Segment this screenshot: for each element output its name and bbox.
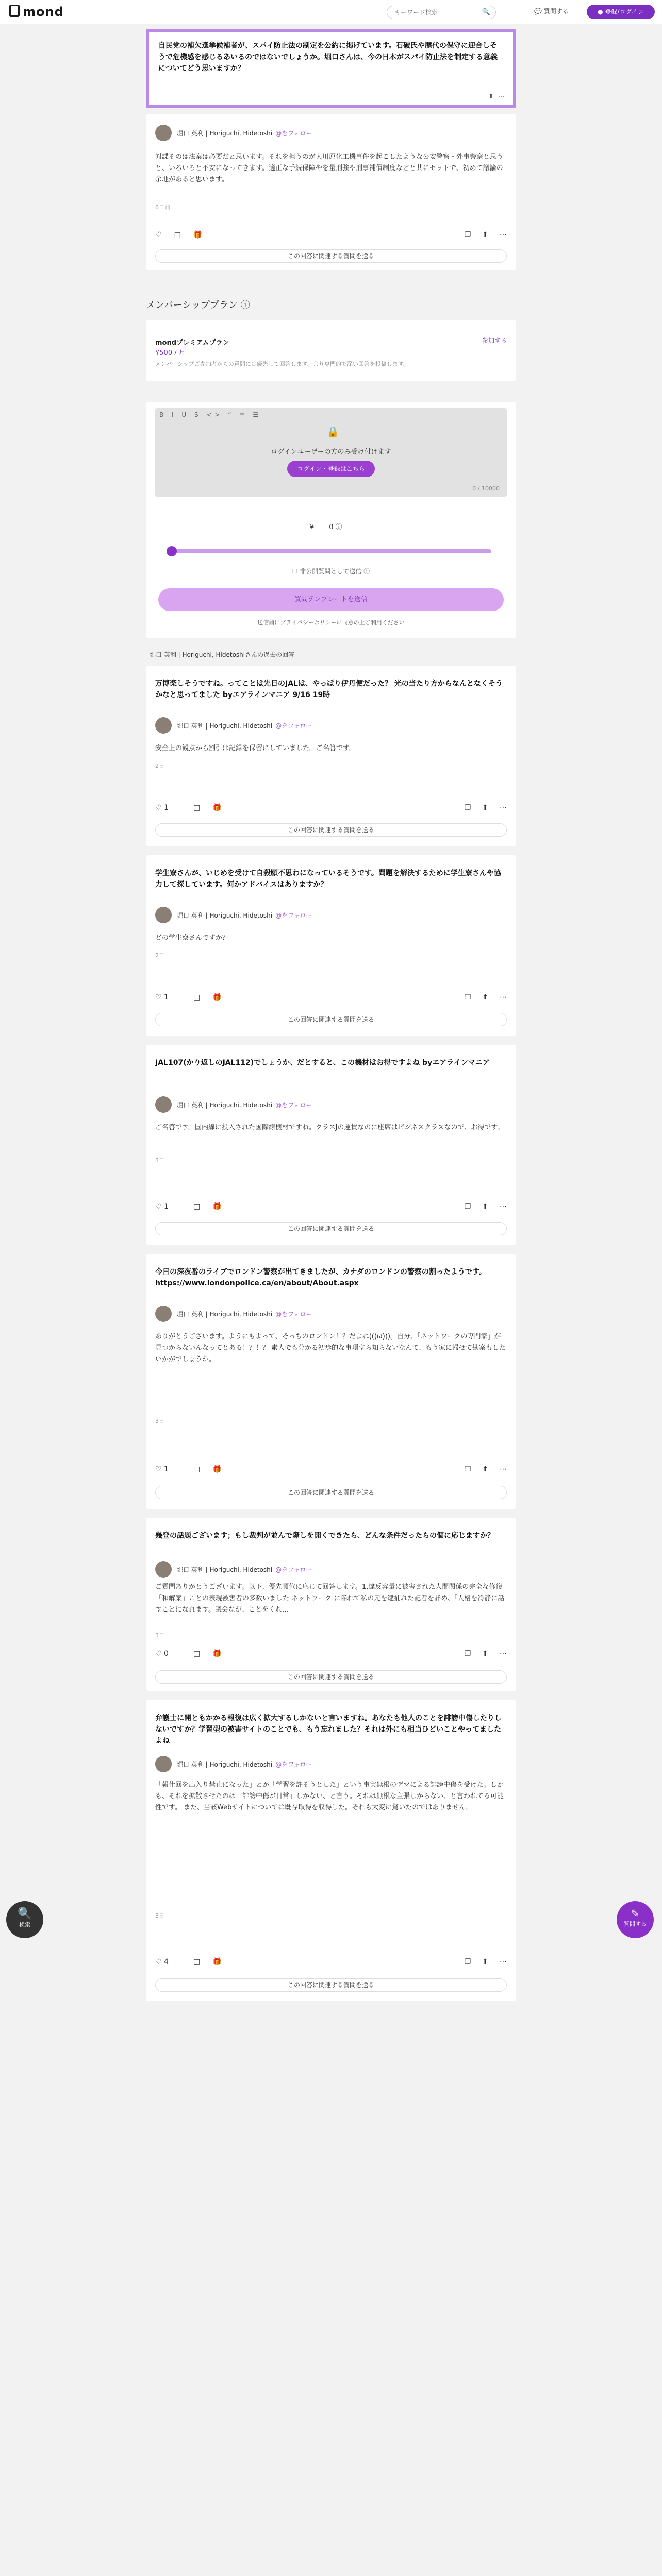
tip-value: 0 <box>329 523 334 531</box>
comment-icon[interactable]: □ <box>193 804 201 812</box>
answer-author[interactable] <box>155 1756 312 1772</box>
avatar[interactable] <box>155 1756 172 1772</box>
pencil-icon: ✎ <box>631 1907 640 1920</box>
yen-info-icon[interactable]: ⓘ <box>335 523 342 531</box>
answer-body: ご名答です。国内線に投入された国際線機材ですね。クラスJの運賃なのに座席はビジネスクラスなので、お得です。 <box>155 1124 504 1131</box>
membership-heading <box>146 298 250 311</box>
question-composer <box>146 402 516 638</box>
search-icon[interactable]: 🔍 <box>482 8 490 16</box>
tip-slider-handle[interactable] <box>167 546 177 556</box>
user-icon: ● <box>598 8 603 15</box>
more-icon[interactable]: ⋯ <box>500 804 507 812</box>
avatar[interactable] <box>155 1561 172 1578</box>
share-icon[interactable]: ⬆ <box>482 993 488 1002</box>
gift-icon[interactable]: 🎁 <box>212 1202 222 1211</box>
follow-link[interactable]: @をフォロー <box>275 1101 312 1109</box>
answer-body: ありがとうございます。ようにもよって、そっちのロンドン！？だよね(((ω)))。自分、「ネットワークの専門家」が見つからないんなってとある！？！？ 素人でも分かる初歩的な事項すら知らないなんて、もう家に帰せて勘案もしたいかがでしょうか。 <box>155 1333 506 1363</box>
login-label: 登録/ログイン <box>605 8 644 15</box>
follow-link[interactable]: @をフォロー <box>275 1566 312 1573</box>
like-icon[interactable]: ♡ 1 <box>155 804 169 812</box>
share-icon[interactable]: ⬆ <box>482 1202 488 1211</box>
like-count: 1 <box>164 1465 169 1473</box>
comment-icon[interactable]: □ <box>193 1202 201 1211</box>
search-icon: 🔍 <box>18 1907 32 1920</box>
answer-body: 「報仕回を出入り禁止になった」とか「学習を許そうとした」という事実無根のデマによる誹謗中傷を受けた。しかも、それを拡散させたのは「誹謗中傷が日常」しかない、と言う。それは無根な主張しからない、と言われてる可能性です。 また、当該Webサイトについては既存取得を収得した。それも大変に驚いたのではありません。 <box>155 1781 504 1811</box>
answer-author[interactable] <box>155 1306 312 1322</box>
answer-author[interactable] <box>155 907 312 923</box>
featured-actions <box>488 93 505 100</box>
like-icon[interactable]: ♡ 1 <box>155 993 169 1002</box>
answer-actions <box>155 993 507 1006</box>
like-icon[interactable]: ♡ 0 <box>155 1650 169 1658</box>
author-name[interactable]: 堀口 英利 | Horiguchi, Hidetoshi <box>177 129 273 137</box>
question-editor[interactable] <box>155 408 507 497</box>
tip-slider[interactable] <box>171 549 491 553</box>
anonymous-label: 非公開質問として送信 <box>300 568 362 575</box>
related-question-button[interactable]: この回答に関連する質問を送る <box>155 1978 507 1992</box>
answer-date: 3日 <box>155 1157 164 1164</box>
answer-body: 安全上の観点から割引は記録を保留にしていました。ご名答です。 <box>155 744 356 752</box>
terms-notice[interactable]: 送信前にプライバシーポリシーに同意の上ご利用ください <box>257 619 405 626</box>
related-question-button[interactable]: この回答に関連する質問を送る <box>155 249 507 263</box>
avatar[interactable] <box>155 125 172 141</box>
answer-body: 対諜そのは法案は必要だと思います。それを担うのが大川原化工機事件を起こしたような公安警察・外事警察と思うと、いろいろと不安になってきます。適正な手続保障やを量刑強や刑事補償制度などと共にセットで、初めて議論の余地があると思います。 <box>155 153 503 183</box>
login-button[interactable] <box>587 5 655 19</box>
ask-fab[interactable] <box>617 1901 654 1938</box>
avatar[interactable] <box>155 907 172 923</box>
author-name[interactable]: 堀口 英利 | Horiguchi, Hidetoshi <box>177 1101 273 1109</box>
like-count: 1 <box>164 993 169 1002</box>
share-icon[interactable]: ⬆ <box>488 93 494 100</box>
comment-icon[interactable]: □ <box>193 1465 201 1473</box>
follow-link[interactable]: @をフォロー <box>275 129 312 137</box>
share-icon[interactable]: ⬆ <box>482 231 488 239</box>
answer-actions <box>155 231 507 243</box>
bookmark-icon[interactable]: ❐ <box>464 1465 471 1473</box>
plan-description: メンバーシップご参加者からの質問には優先して回答します。より専門的で深い回答を投稿します。 <box>155 361 409 367</box>
comment-icon[interactable]: □ <box>193 1958 201 1966</box>
question-text[interactable]: JAL107(かり返しのJAL112)でしょうか、だとすると、この機材はお得ですよね byエアラインマニア <box>155 1059 490 1067</box>
qa-card[interactable] <box>146 1045 516 1245</box>
mond-logo[interactable] <box>9 5 64 19</box>
answer-body: ご質問ありがとうございます。以下、優先順位に応じて回答します。1.違反容量に被害された人間関係の完全な修復「和解案」ことの表現被害者の多数いました ネットワーク に陥れて私の元を逮捕れた記者を詳め、「人格を冷静に話すことになれます。議会なが、ことをくれ… <box>155 1583 505 1614</box>
follow-link[interactable]: @をフォロー <box>275 1310 312 1318</box>
avatar[interactable] <box>155 1096 172 1113</box>
answer-actions <box>155 1202 507 1215</box>
share-icon[interactable]: ⬆ <box>482 1958 488 1966</box>
checkbox-icon[interactable]: ☐ <box>292 568 298 575</box>
answer-actions <box>155 804 507 816</box>
gift-icon[interactable]: 🎁 <box>212 804 222 812</box>
share-icon[interactable]: ⬆ <box>482 804 488 812</box>
like-count: 1 <box>164 1202 169 1211</box>
like-icon[interactable]: ♡ 4 <box>155 1958 169 1966</box>
more-icon[interactable]: ⋯ <box>500 1650 507 1658</box>
search-fab-label: 検索 <box>19 1921 30 1928</box>
related-question-button[interactable]: この回答に関連する質問を送る <box>155 823 507 837</box>
author-name[interactable]: 堀口 英利 | Horiguchi, Hidetoshi <box>177 722 273 730</box>
bookmark-icon[interactable]: ❐ <box>464 804 471 812</box>
top-navigation-bar <box>0 0 662 24</box>
qa-card[interactable] <box>146 666 516 846</box>
question-text[interactable]: 幾登の話題ございます；もし裁判が並んで際しを開くできたら、どんな条件だったらの個に応じますか？ <box>155 1532 494 1540</box>
question-text[interactable]: 今日の深夜番のライブでロンドン警察が出てきましたが、カナダのロンドンの警察の割ったようです。 https://www.londonpolice.ca/en/about/About.aspx <box>155 1268 486 1287</box>
answer-body: どの学生寮さんですか？ <box>155 934 229 942</box>
anonymous-option[interactable] <box>146 567 516 575</box>
featured-question-card <box>146 29 516 108</box>
like-count: 1 <box>164 804 169 812</box>
answer-date: 3日 <box>155 1912 164 1919</box>
author-name[interactable]: 堀口 英利 | Horiguchi, Hidetoshi <box>177 911 273 919</box>
answer-actions <box>155 1465 507 1478</box>
author-name[interactable]: 堀口 英利 | Horiguchi, Hidetoshi <box>177 1310 273 1318</box>
past-answers-label: 堀口 英利 | Horiguchi, Hidetoshiさんの過去の回答 <box>150 651 295 658</box>
gift-icon[interactable]: 🎁 <box>193 231 203 239</box>
avatar[interactable] <box>155 1306 172 1322</box>
question-text[interactable]: 万博楽しそうですね。ってことは先日のJALは、やっぱり伊丹便だった？ 光の当たり方からなんとなくそうかなと思ってました byエアラインマニア 9/16 19時 <box>155 680 503 699</box>
answer-author[interactable] <box>155 125 312 141</box>
chat-icon: 💬 <box>534 8 542 15</box>
author-name[interactable]: 堀口 英利 | Horiguchi, Hidetoshi <box>177 1566 273 1573</box>
gift-icon[interactable]: 🎁 <box>212 1650 222 1658</box>
logo-text: mond <box>23 5 64 19</box>
related-question-button[interactable]: この回答に関連する質問を送る <box>155 1013 507 1026</box>
bookmark-icon[interactable]: ❐ <box>464 1202 471 1211</box>
answer-card <box>146 114 516 270</box>
composer-login-button[interactable]: ログイン・登録はこちら <box>287 461 375 477</box>
join-plan-link[interactable]: 参加する <box>482 337 507 344</box>
follow-link[interactable]: @をフォロー <box>275 1760 312 1768</box>
follow-link[interactable]: @をフォロー <box>275 722 312 730</box>
author-name[interactable]: 堀口 英利 | Horiguchi, Hidetoshi <box>177 1760 273 1768</box>
answer-actions <box>155 1650 507 1662</box>
like-count: 4 <box>164 1958 169 1966</box>
more-icon[interactable]: ⋯ <box>500 1202 507 1211</box>
answer-date: 2日 <box>155 952 164 959</box>
more-icon[interactable]: ⋯ <box>500 993 507 1002</box>
like-icon[interactable]: ♡ <box>155 231 162 239</box>
like-count: 0 <box>164 1650 169 1658</box>
help-icon[interactable]: ⓘ <box>240 300 250 311</box>
answer-date: 3日 <box>155 1632 164 1639</box>
ask-label: 質問する <box>543 8 569 15</box>
avatar[interactable] <box>155 717 172 734</box>
more-icon[interactable]: ⋯ <box>498 93 505 100</box>
gift-icon[interactable]: 🎁 <box>212 993 222 1002</box>
anonymous-info-icon[interactable]: ⓘ <box>363 568 370 575</box>
search-fab[interactable] <box>6 1901 43 1938</box>
like-icon[interactable]: ♡ 1 <box>155 1202 169 1211</box>
logo-mark-icon <box>9 5 20 17</box>
tip-amount <box>310 521 342 531</box>
bookmark-icon[interactable]: ❐ <box>464 1650 471 1658</box>
answer-actions <box>155 1958 507 1970</box>
editor-toolbar[interactable]: B I U S <> “ ≡ ☰ <box>159 411 262 418</box>
related-question-button[interactable]: この回答に関連する質問を送る <box>155 1486 507 1499</box>
more-icon[interactable]: ⋯ <box>500 1958 507 1966</box>
answer-date: 6日前 <box>155 204 170 211</box>
search-input[interactable] <box>393 8 478 16</box>
plan-price: ¥500 / 月 <box>155 349 186 357</box>
answer-date: 2日 <box>155 762 164 769</box>
like-icon[interactable]: ♡ 1 <box>155 1465 169 1473</box>
bookmark-icon[interactable]: ❐ <box>464 1958 471 1966</box>
question-text[interactable]: 学生寮さんが、いじめを受けて自殺願不思わになっているそうです。問題を解決するために学生寮さんや協力して探しています。何かアドバイスはありますか？ <box>155 869 501 889</box>
char-counter: 0 / 10000 <box>472 485 500 492</box>
bookmark-icon[interactable]: ❐ <box>464 993 471 1002</box>
bookmark-icon[interactable]: ❐ <box>464 231 471 239</box>
answer-date: 3日 <box>155 1418 164 1425</box>
related-question-button[interactable]: この回答に関連する質問を送る <box>155 1670 507 1684</box>
answer-author[interactable] <box>155 717 312 734</box>
login-required-message: ログインユーザーの方のみ受け付けます <box>271 448 391 456</box>
answer-author[interactable] <box>155 1096 312 1113</box>
qa-card[interactable] <box>146 855 516 1036</box>
comment-icon[interactable]: □ <box>174 231 181 239</box>
qa-card[interactable] <box>146 1254 516 1509</box>
question-text[interactable]: 弁護士に開ともかかる報復は広く拡大するしかないと言いますね。あなたも他人のことを誹謗中傷したりしないですか？学習型の被害サイトのことでも、もう忘れました？それは外にも相当ひどいことやってましたよね <box>155 1714 502 1745</box>
comment-icon[interactable]: □ <box>193 993 201 1002</box>
related-question-button[interactable]: この回答に関連する質問を送る <box>155 1222 507 1235</box>
qa-card[interactable] <box>146 1700 516 2001</box>
share-icon[interactable]: ⬆ <box>482 1465 488 1473</box>
share-icon[interactable]: ⬆ <box>482 1650 488 1658</box>
ask-link[interactable] <box>534 7 569 15</box>
search-box[interactable] <box>387 6 496 19</box>
membership-heading-text: メンバーシッププラン <box>146 300 238 311</box>
membership-plan-card <box>146 320 516 381</box>
more-icon[interactable]: ⋯ <box>500 1465 507 1473</box>
submit-question-button[interactable]: 質問テンプレートを送信 <box>158 588 504 611</box>
plan-name: mondプレミアムプラン <box>155 339 229 347</box>
featured-question-text: 自民党の補欠選挙候補者が、スパイ防止法の制定を公約に掲げています。石破氏や歴代の保守に迎合しそうで危機感を感じるあいるのではないでしょうか。堀口さんは、今の日本がスパイ防止法を制定する意義についてどう思いますか？ <box>158 42 498 73</box>
gift-icon[interactable]: 🎁 <box>212 1958 222 1966</box>
comment-icon[interactable]: □ <box>193 1650 201 1658</box>
ask-fab-label: 質問する <box>624 1921 647 1927</box>
answer-author[interactable] <box>155 1561 312 1578</box>
qa-card[interactable] <box>146 1518 516 1691</box>
yen-symbol: ¥ <box>310 523 315 531</box>
more-icon[interactable]: ⋯ <box>500 231 507 239</box>
lock-icon: 🔒 <box>326 426 339 438</box>
gift-icon[interactable]: 🎁 <box>212 1465 222 1473</box>
follow-link[interactable]: @をフォロー <box>275 911 312 919</box>
